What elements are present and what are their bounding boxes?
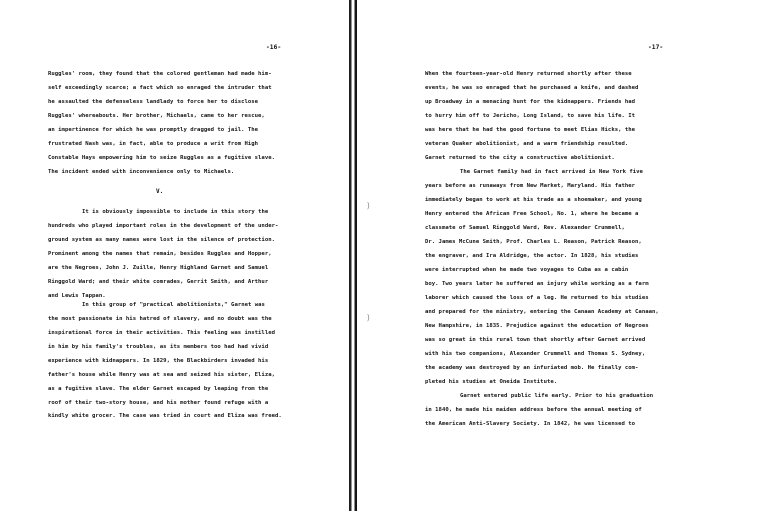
- text-line: in him by his family's troubles, as its members too had had vivid: [48, 344, 269, 350]
- text-line: was so great in this rural town that shortly after Garnet arrived: [425, 337, 646, 343]
- left-page-number: -16-: [266, 44, 282, 51]
- text-line: frustrated Nash was, in fact, able to produce a writ from High: [48, 141, 259, 147]
- text-line: Constable Hays empowering him to seize Ruggles as a fugitive slave.: [48, 155, 275, 161]
- text-line: Henry entered the African Free School, No. 1, where he became a: [425, 211, 639, 217]
- text-line: classmate of Samuel Ringgold Ward, Rev. Alexander Crummell,: [425, 225, 625, 231]
- text-line: Ringgold Ward; and their white comrades, Gerrit Smith, and Arthur: [48, 279, 269, 285]
- text-line: ground system as many names were lost in the silence of protection.: [48, 237, 275, 243]
- text-line: Dr. James McCune Smith, Prof. Charles L. Reason, Patrick Reason,: [425, 239, 642, 245]
- text-line: the most passionate in his hatred of slavery, and no doubt was the: [48, 316, 272, 322]
- text-line: In this group of "practical abolitionists," Garnet was: [82, 302, 265, 308]
- text-line: boy. Two years later he suffered an injury while working as a farm: [425, 281, 649, 287]
- text-line: the American Anti-Slavery Society. In 1842, he was licensed to: [425, 421, 636, 427]
- text-line: self exceedingly scarce; a fact which so enraged the intruder that: [48, 85, 272, 91]
- binding-clip-mark: ): [366, 201, 371, 210]
- text-line: and Lewis Tappan.: [48, 293, 106, 299]
- text-line: and prepared for the ministry, entering the Canaan Academy at Canaan,: [425, 309, 659, 315]
- text-line: laborer which caused the loss of a leg. He returned to his studies: [425, 295, 649, 301]
- text-line: to hurry him off to Jericho, Long Island, to save his life. It: [425, 113, 636, 119]
- text-line: experience with kidnappers. In 1829, the Blackbirders invaded his: [48, 358, 269, 364]
- text-line: Ruggles' whereabouts. Her brother, Michaels, came to her rescue,: [48, 113, 265, 119]
- text-line: roof of their two-story house, and his mother found refuge with a: [48, 400, 269, 406]
- text-line: hundreds who played important roles in the development of the under-: [48, 223, 279, 229]
- text-line: father's house while Henry was at sea and seized his sister, Eliza,: [48, 372, 275, 378]
- text-line: veteran Quaker abolitionist, and a warm friendship resulted.: [425, 141, 629, 147]
- text-line: When the fourteen-year-old Henry returned shortly after these: [425, 71, 632, 77]
- text-line: years before as runaways from New Market, Maryland. His father: [425, 183, 636, 189]
- binding-clip-mark: ): [366, 313, 371, 322]
- text-line: Garnet entered public life early. Prior to his graduation: [460, 393, 654, 399]
- text-line: the academy was destroyed by an infuriated mob. He finally com-: [425, 365, 639, 371]
- text-line: events, he was so enraged that he purchased a knife, and dashed: [425, 85, 639, 91]
- book-gutter: [349, 0, 357, 511]
- text-line: Prominent among the names that remain, besides Ruggles and Hopper,: [48, 251, 272, 257]
- text-line: with his two companions, Alexander Crummell and Thomas S. Sydney,: [425, 351, 646, 357]
- text-line: the engraver, and Ira Aldridge, the actor. In 1828, his studies: [425, 253, 639, 259]
- section-heading: V.: [156, 188, 164, 195]
- text-line: an impertinence for which he was promptly dragged to jail. The: [48, 127, 259, 133]
- text-line: he assaulted the defenseless landlady to force her to disclose: [48, 99, 259, 105]
- text-line: The Garnet family had in fact arrived in New York five: [460, 169, 643, 175]
- text-line: in 1840, he made his maiden address before the annual meeting of: [425, 407, 642, 413]
- text-line: inspirational force in their activities. This feeling was instilled: [48, 330, 275, 336]
- text-line: It is obviously impossible to include in this story the: [82, 209, 269, 215]
- text-line: were interrupted when he made two voyages to Cuba as a cabin: [425, 267, 629, 273]
- text-line: up Broadway in a menacing hunt for the kidnappers. Friends had: [425, 99, 636, 105]
- text-line: as a fugitive slave. The elder Garnet escaped by leaping from the: [48, 386, 269, 392]
- text-line: pleted his studies at Oneida Institute.: [425, 379, 558, 385]
- text-line: Ruggles' room, they found that the colored gentleman had made him-: [48, 71, 272, 77]
- text-line: was here that he had the good fortune to meet Elias Hicks, the: [425, 127, 636, 133]
- text-line: are the Negroes, John J. Zuille, Henry Highland Garnet and Samuel: [48, 265, 269, 271]
- text-line: New Hampshire, in 1835. Prejudice against the education of Negroes: [425, 323, 649, 329]
- text-line: Garnet returned to the city a constructive abolitionist.: [425, 155, 615, 161]
- right-page-number: -17-: [648, 44, 664, 51]
- text-line: The incident ended with inconvenience only to Michaels.: [48, 169, 235, 175]
- text-line: kindly white grocer. The case was tried in court and Eliza was freed.: [48, 413, 282, 419]
- text-line: immediately began to work at his trade as a shoemaker, and young: [425, 197, 642, 203]
